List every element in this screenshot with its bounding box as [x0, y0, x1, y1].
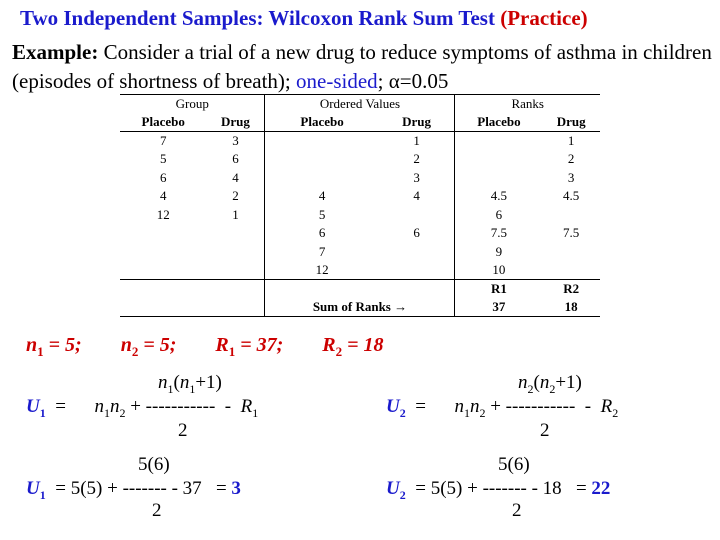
ranks-table [120, 94, 600, 317]
sample-summary [26, 334, 418, 360]
table-cell: 1 [379, 132, 455, 151]
table-cell: 12 [265, 261, 379, 280]
table-cell [206, 243, 265, 262]
table-cell: 4 [413, 188, 420, 204]
table-cell [265, 150, 379, 169]
table-cell [265, 132, 379, 151]
alpha-value: ; α=0.05 [377, 69, 449, 93]
title-main: Two Independent Samples: Wilcoxon Rank Sum Test [20, 6, 495, 30]
table-cell [542, 206, 600, 225]
example-description: Consider a trial of a new drug to reduce symptoms of asthma in children (episodes of shortness of breath); [12, 40, 712, 93]
u1-formula-numerator: $n_1(n_1+1)$ [158, 372, 222, 396]
sum-of-ranks-row [120, 298, 600, 317]
table-cell: 7 [265, 243, 379, 262]
table-cell: 6 [265, 224, 379, 243]
u2-calculation: $U_2 = 5(5)$ + ------- - 18 = 22 [386, 478, 611, 502]
table-row [120, 187, 600, 206]
table-row [120, 206, 600, 225]
u2-formula: $U_2$ = $n_1n_2$ + ----------- - $R_2$ [386, 396, 619, 420]
table-cell [120, 261, 206, 280]
table-cell [206, 261, 265, 280]
table-cell: 4.5 [455, 187, 542, 206]
table-cell [379, 243, 455, 262]
u2-calc-denominator: 2 [512, 500, 522, 521]
r1-value: 37 [455, 298, 542, 317]
u2-formula-numerator: $n_2(n_2+1)$ [518, 372, 582, 396]
u2-calc-numerator: 5(6) [498, 454, 530, 475]
table-cell: 4 [232, 169, 239, 185]
example-text [12, 38, 712, 96]
r2-summary: $R_2 = 18$ [322, 334, 384, 359]
u1-calc-numerator: 5(6) [138, 454, 170, 475]
table-cell: 6 [455, 206, 542, 225]
u2-formula-denominator: 2 [540, 420, 550, 441]
r1-summary: $R_1 = 37$; [215, 334, 284, 359]
u2-calc-expression: = 5(5) + ------- - 18 [415, 478, 562, 499]
table-cell [120, 243, 206, 262]
table-row [120, 224, 600, 243]
table-cell: 3 [413, 169, 420, 185]
table-cell: 4.5 [563, 188, 580, 204]
u1-calc-expression: = 5(5) + ------- - 37 [55, 478, 202, 499]
r2-label: R2 [542, 280, 600, 299]
table-cell [379, 206, 455, 225]
table-cell [265, 169, 379, 188]
table-row [120, 243, 600, 262]
sub-header: Placebo [455, 113, 542, 132]
table-cell [542, 261, 600, 280]
table-row [120, 132, 600, 151]
n1-summary: $n_1 = 5$; [26, 334, 82, 359]
table-cell: 4 [159, 188, 167, 204]
sub-header: Placebo [141, 114, 185, 129]
rank-sum-label-row [120, 280, 600, 299]
u1-formula-denominator: 2 [178, 420, 188, 441]
table-cell: 7 [120, 132, 206, 151]
table-cell: 5 [159, 151, 167, 167]
table-cell: 5 [265, 206, 379, 225]
table-cell: 2 [232, 188, 239, 204]
sub-header: Drug [220, 114, 250, 129]
table-cell [542, 243, 600, 262]
table-cell: 6 [413, 225, 420, 241]
r1-label: R1 [455, 280, 542, 299]
table-cell: 6 [159, 169, 167, 185]
u2-calc-symbol: $U_2$ [386, 478, 406, 502]
u2-result: 22 [591, 478, 611, 499]
table-cell [455, 150, 542, 169]
table-cell: 1 [542, 132, 600, 151]
title-practice-tag: (Practice) [500, 6, 588, 30]
r2-value: 18 [542, 298, 600, 317]
sub-header-row [120, 113, 600, 132]
table-cell: 3 [567, 169, 575, 185]
table-cell [455, 132, 542, 151]
u1-formula: $U_1$ = $n_1n_2$ + ----------- - $R_1$ [26, 396, 259, 420]
u2-symbol: $U_2$ [386, 396, 406, 420]
u1-calculation: $U_1 = 5(5)$ + ------- - 37 = 3 [26, 478, 241, 502]
sub-header: Drug [402, 114, 432, 129]
table-cell [120, 224, 206, 243]
table-row [120, 169, 600, 188]
ordered-values-header: Ordered Values [265, 95, 455, 114]
table-cell: 3 [206, 132, 265, 151]
table-cell: 10 [455, 261, 542, 280]
table-cell [455, 169, 542, 188]
table-row [120, 261, 600, 280]
example-label: Example: [12, 40, 99, 64]
u1-calc-denominator: 2 [152, 500, 162, 521]
table-row [120, 150, 600, 169]
group-header: Group [120, 95, 265, 114]
table-cell: 1 [232, 206, 239, 222]
table-cell [206, 224, 265, 243]
one-sided-label: one-sided [296, 69, 378, 93]
table-cell: 4 [265, 187, 379, 206]
sub-header: Placebo [265, 113, 379, 132]
table-cell: 9 [455, 243, 542, 262]
u1-calc-symbol: $U_1$ [26, 478, 46, 502]
ranks-header: Ranks [455, 95, 600, 114]
sub-header: Drug [556, 114, 586, 129]
u1-result: 3 [231, 478, 241, 499]
table-cell: 12 [156, 206, 170, 222]
table-cell: 2 [413, 151, 420, 167]
slide-title [20, 6, 588, 31]
table-cell: 2 [567, 151, 575, 167]
table-cell: 6 [232, 151, 239, 167]
n2-summary: $n_2 = 5$; [120, 334, 177, 359]
table-cell: 7.5 [563, 225, 580, 241]
table-cell: 7.5 [455, 224, 542, 243]
table-cell [379, 261, 455, 280]
u1-symbol: $U_1$ [26, 396, 46, 420]
sum-of-ranks-label: Sum of Ranks → [265, 298, 455, 317]
